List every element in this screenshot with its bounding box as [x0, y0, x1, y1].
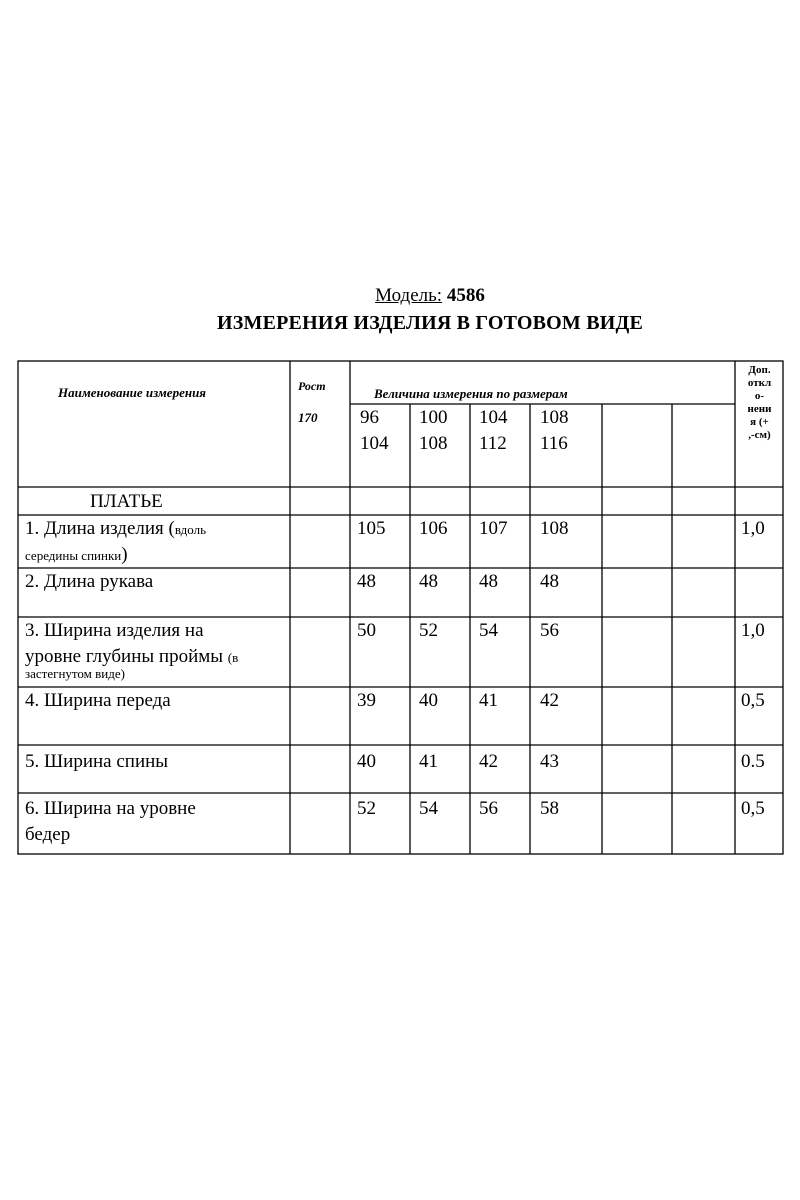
row-1-name — [25, 516, 206, 543]
row-3-note3: застегнутом виде) — [25, 666, 125, 681]
size-1-top: 96 — [360, 407, 379, 428]
row-6-val-3: 56 — [479, 798, 498, 819]
row-5-val-2: 41 — [419, 751, 438, 772]
size-2-top: 100 — [419, 407, 448, 428]
row-2-val-3: 48 — [479, 571, 498, 592]
row-5-val-1: 40 — [357, 751, 376, 772]
row-3-val-2: 52 — [419, 620, 438, 641]
size-3-top: 104 — [479, 407, 508, 428]
row-5-val-3: 42 — [479, 751, 498, 772]
size-col-4 — [540, 405, 569, 457]
row-3-val-1: 50 — [357, 620, 376, 641]
row-1-note2: середины спинки — [25, 548, 122, 563]
row-4-name: 4. Ширина переда — [25, 690, 171, 711]
row-1-val-3: 107 — [479, 518, 508, 539]
row-6-name: 6. Ширина на уровне — [25, 798, 196, 819]
size-4-top: 108 — [540, 407, 569, 428]
row-3-val-3: 54 — [479, 620, 498, 641]
tolerance-line-5: я (+ — [750, 416, 769, 428]
model-label: Модель: — [375, 285, 443, 306]
size-2-bottom: 108 — [419, 433, 448, 454]
row-4-val-2: 40 — [419, 690, 438, 711]
row-4-tol: 0,5 — [741, 690, 765, 711]
tolerance-line-2: откл — [747, 377, 772, 389]
size-3-bottom: 112 — [479, 433, 507, 454]
row-3-tol: 1,0 — [741, 620, 765, 641]
row-4-val-3: 41 — [479, 690, 498, 711]
header-height-value: 170 — [298, 410, 318, 425]
header-sizes-label: Величина измерения по размерам — [374, 386, 568, 401]
row-6-val-2: 54 — [419, 798, 438, 819]
row-6-name-line2: бедер — [25, 824, 71, 845]
size-4-bottom: 116 — [540, 433, 568, 454]
row-5-name: 5. Ширина спины — [25, 751, 169, 772]
row-5-tol: 0.5 — [741, 751, 765, 772]
row-1-val-4: 108 — [540, 518, 569, 539]
size-col-1 — [360, 405, 389, 457]
row-3-name: 3. Ширина изделия на — [25, 620, 204, 641]
row-6-val-4: 58 — [540, 798, 559, 819]
row-5-val-4: 43 — [540, 751, 559, 772]
header-name-column: Наименование измерения — [58, 385, 206, 400]
row-3-val-4: 56 — [540, 620, 559, 641]
row-3-name2: уровне глубины проймы — [25, 646, 228, 667]
size-1-bottom: 104 — [360, 433, 389, 454]
size-col-3 — [479, 405, 508, 457]
tolerance-line-4: нени — [747, 403, 772, 415]
row-1-tol: 1,0 — [741, 518, 765, 539]
row-4-val-4: 42 — [540, 690, 559, 711]
row-2-val-4: 48 — [540, 571, 559, 592]
row-3-note2: (в — [227, 650, 239, 665]
header-tolerance — [736, 364, 783, 442]
row-1-val-1: 105 — [357, 518, 386, 539]
header-height-label: Рост — [298, 379, 326, 393]
row-6-val-1: 52 — [357, 798, 376, 819]
row-1-name-line2 — [25, 542, 128, 569]
row-1-val-2: 106 — [419, 518, 448, 539]
tolerance-line-1: Доп. — [748, 364, 771, 376]
model-number: 4586 — [446, 285, 485, 306]
row-4-val-1: 39 — [357, 690, 376, 711]
row-6-tol: 0,5 — [741, 798, 765, 819]
row-2-val-2: 48 — [419, 571, 438, 592]
row-1-close: ) — [121, 544, 128, 565]
tolerance-line-6: ,-см) — [748, 429, 771, 441]
row-1-name-main: 1. Длина изделия ( — [25, 518, 175, 539]
row-2-val-1: 48 — [357, 571, 376, 592]
row-1-note: вдоль — [174, 522, 207, 537]
page-title: ИЗМЕРЕНИЯ ИЗДЕЛИЯ В ГОТОВОМ ВИДЕ — [217, 312, 643, 334]
section-title: ПЛАТЬЕ — [90, 491, 163, 512]
size-col-2 — [419, 405, 448, 457]
row-2-name: 2. Длина рукава — [25, 571, 154, 592]
tolerance-line-3: о- — [754, 390, 765, 402]
